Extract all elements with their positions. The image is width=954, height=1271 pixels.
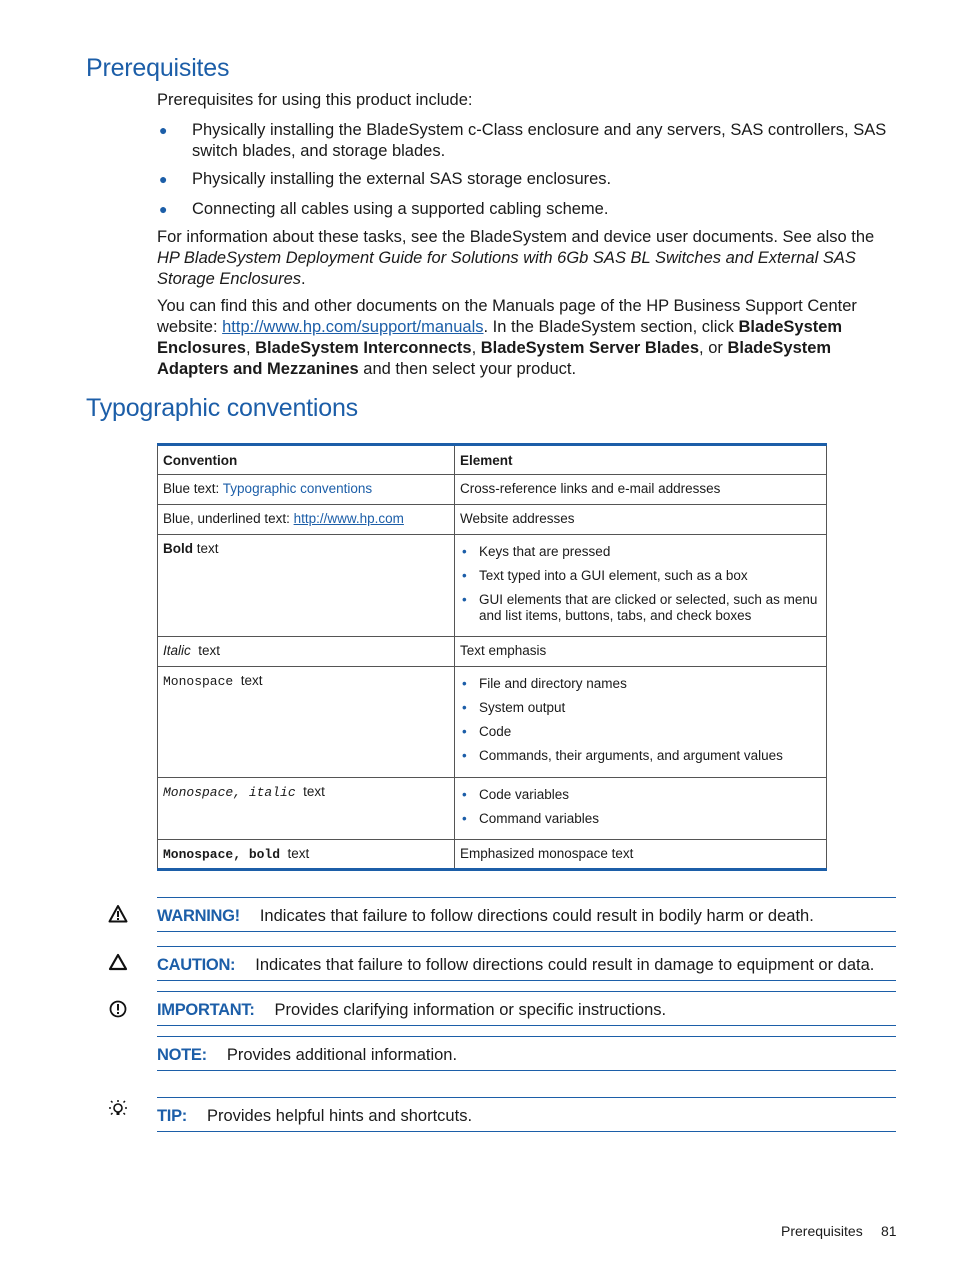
- tip-label: TIP:: [157, 1107, 187, 1125]
- element-cell: [455, 778, 827, 840]
- conventions-table: [157, 443, 827, 871]
- bullet-icon: •: [462, 676, 467, 691]
- list-item: [157, 120, 897, 162]
- xref-sample[interactable]: Typographic conventions: [222, 481, 373, 496]
- note-label: NOTE:: [157, 1046, 207, 1064]
- list-item-text: Code variables: [479, 787, 570, 802]
- convention-cell: [158, 778, 455, 840]
- paragraph-text: You can find this and other documents on the Manuals page of the HP Business Support Center website:: [157, 297, 857, 336]
- list-item: [460, 568, 821, 584]
- warning-icon: [108, 904, 128, 924]
- convention-cell: [158, 667, 455, 778]
- info-paragraph: [157, 227, 899, 290]
- list-item: [460, 748, 821, 764]
- list-item-text: Physically installing the external SAS storage enclosures.: [192, 170, 612, 188]
- cell-text: Blue, underlined text:: [163, 511, 294, 526]
- element-cell: [455, 535, 827, 637]
- list-item-text: Command variables: [479, 811, 600, 826]
- list-item: [460, 724, 821, 740]
- cell-text: text: [190, 643, 221, 658]
- bullet-icon: •: [462, 700, 467, 715]
- tip-text: Provides helpful hints and shortcuts.: [206, 1107, 473, 1125]
- guide-title: HP BladeSystem Deployment Guide for Solutions with 6Gb SAS BL Switches and External SAS Storage Enclosures: [157, 249, 856, 288]
- paragraph-text: For information about these tasks, see the BladeSystem and device user documents. See also the: [157, 228, 875, 246]
- warning-label: WARNING!: [157, 907, 240, 925]
- table-header-row: [158, 445, 827, 475]
- paragraph-text: and then select your product.: [358, 360, 577, 378]
- separator: ,: [245, 339, 256, 357]
- cell-text: Blue text:: [163, 481, 223, 496]
- bullet-icon: •: [462, 724, 467, 739]
- list-item: [460, 811, 821, 827]
- manuals-link[interactable]: http://www.hp.com/support/manuals: [222, 318, 484, 336]
- caution-label: CAUTION:: [157, 956, 236, 974]
- bold-term: BladeSystem Interconnects: [255, 339, 472, 357]
- table-row: [158, 840, 827, 870]
- note-text: Provides additional information.: [226, 1046, 458, 1064]
- bullet-icon: •: [462, 811, 467, 826]
- monospace-italic-sample: Monospace, italic: [163, 785, 296, 800]
- list-item-text: Physically installing the BladeSystem c-Class enclosure and any servers, SAS controllers, SAS switch blades, and storage blades.: [192, 121, 887, 160]
- list-item: [460, 592, 821, 624]
- bullet-icon: •: [462, 568, 467, 583]
- table-row: [158, 505, 827, 535]
- prerequisites-heading: Prerequisites: [86, 54, 230, 82]
- important-notice: [157, 991, 896, 1026]
- list-item-text: System output: [479, 700, 566, 715]
- convention-cell: [158, 505, 455, 535]
- hp-link-sample[interactable]: http://www.hp.com: [293, 511, 404, 526]
- element-cell: Emphasized monospace text: [455, 840, 827, 870]
- separator: ,: [471, 339, 481, 357]
- list-item-text: Text typed into a GUI element, such as a box: [479, 568, 748, 583]
- list-item-text: Connecting all cables using a supported cabling scheme.: [192, 200, 609, 218]
- element-cell: Text emphasis: [455, 637, 827, 667]
- important-text: Provides clarifying information or specific instructions.: [274, 1001, 667, 1019]
- list-item-text: Commands, their arguments, and argument values: [479, 748, 783, 763]
- element-list: [460, 544, 821, 624]
- bullet-icon: ●: [159, 171, 168, 187]
- convention-cell: [158, 840, 455, 870]
- caution-text: Indicates that failure to follow directions could result in damage to equipment or data.: [255, 956, 875, 974]
- table-row: [158, 637, 827, 667]
- bold-term: BladeSystem Enclosures: [157, 318, 843, 357]
- lightbulb-icon: [108, 1099, 128, 1119]
- list-item: [460, 700, 821, 716]
- typographic-heading: Typographic conventions: [86, 394, 358, 422]
- warning-notice: [157, 897, 896, 932]
- bullet-icon: •: [462, 748, 467, 763]
- important-label: IMPORTANT:: [157, 1001, 255, 1019]
- bold-term: BladeSystem Adapters and Mezzanines: [157, 339, 832, 378]
- list-item-text: GUI elements that are clicked or selected, such as menu and list items, buttons, tabs, and check boxes: [479, 592, 818, 623]
- list-item: [460, 787, 821, 803]
- prerequisites-intro: Prerequisites for using this product include:: [157, 91, 473, 109]
- manuals-paragraph: [157, 296, 899, 380]
- warning-text: Indicates that failure to follow directions could result in bodily harm or death.: [259, 907, 814, 925]
- list-item-text: Code: [479, 724, 512, 739]
- list-item: [460, 544, 821, 560]
- tip-notice: [157, 1097, 896, 1132]
- convention-cell: [158, 475, 455, 505]
- paragraph-text: .: [301, 270, 306, 288]
- convention-cell: [158, 535, 455, 637]
- element-cell: [455, 667, 827, 778]
- prerequisites-list: [157, 120, 897, 220]
- element-list: [460, 676, 821, 764]
- table-row: [158, 778, 827, 840]
- bullet-icon: •: [462, 787, 467, 802]
- list-item: [157, 169, 897, 190]
- paragraph-text: . In the BladeSystem section, click: [483, 318, 739, 336]
- table-row: [158, 667, 827, 778]
- cell-text: text: [233, 673, 263, 688]
- bold-term: BladeSystem Server Blades: [480, 339, 700, 357]
- separator: , or: [699, 339, 728, 357]
- cell-text: text: [193, 541, 219, 556]
- bullet-icon: ●: [159, 201, 168, 217]
- list-item: [157, 199, 897, 220]
- cell-text: text: [295, 784, 325, 799]
- caution-icon: [108, 952, 128, 972]
- table-row: [158, 475, 827, 505]
- footer-section: Prerequisites: [781, 1223, 863, 1239]
- monospace-bold-sample: Monospace, bold: [163, 847, 281, 862]
- list-item-text: File and directory names: [479, 676, 627, 691]
- page-number: 81: [881, 1223, 897, 1239]
- element-cell: Cross-reference links and e-mail addresses: [455, 475, 827, 505]
- column-header-convention: Convention: [158, 445, 455, 475]
- cell-text: text: [280, 846, 310, 861]
- list-item: [460, 676, 821, 692]
- table-row: [158, 535, 827, 637]
- bold-sample: Bold: [163, 541, 193, 556]
- element-list: [460, 787, 821, 827]
- list-item-text: Keys that are pressed: [479, 544, 611, 559]
- column-header-element: Element: [455, 445, 827, 475]
- convention-cell: [158, 637, 455, 667]
- monospace-sample: Monospace: [163, 674, 234, 689]
- caution-notice: [157, 946, 896, 981]
- bullet-icon: ●: [159, 122, 168, 138]
- note-notice: [157, 1036, 896, 1071]
- bullet-icon: •: [462, 544, 467, 559]
- element-cell: Website addresses: [455, 505, 827, 535]
- bullet-icon: •: [462, 592, 467, 607]
- italic-sample: Italic: [163, 643, 191, 658]
- important-icon: [108, 999, 128, 1019]
